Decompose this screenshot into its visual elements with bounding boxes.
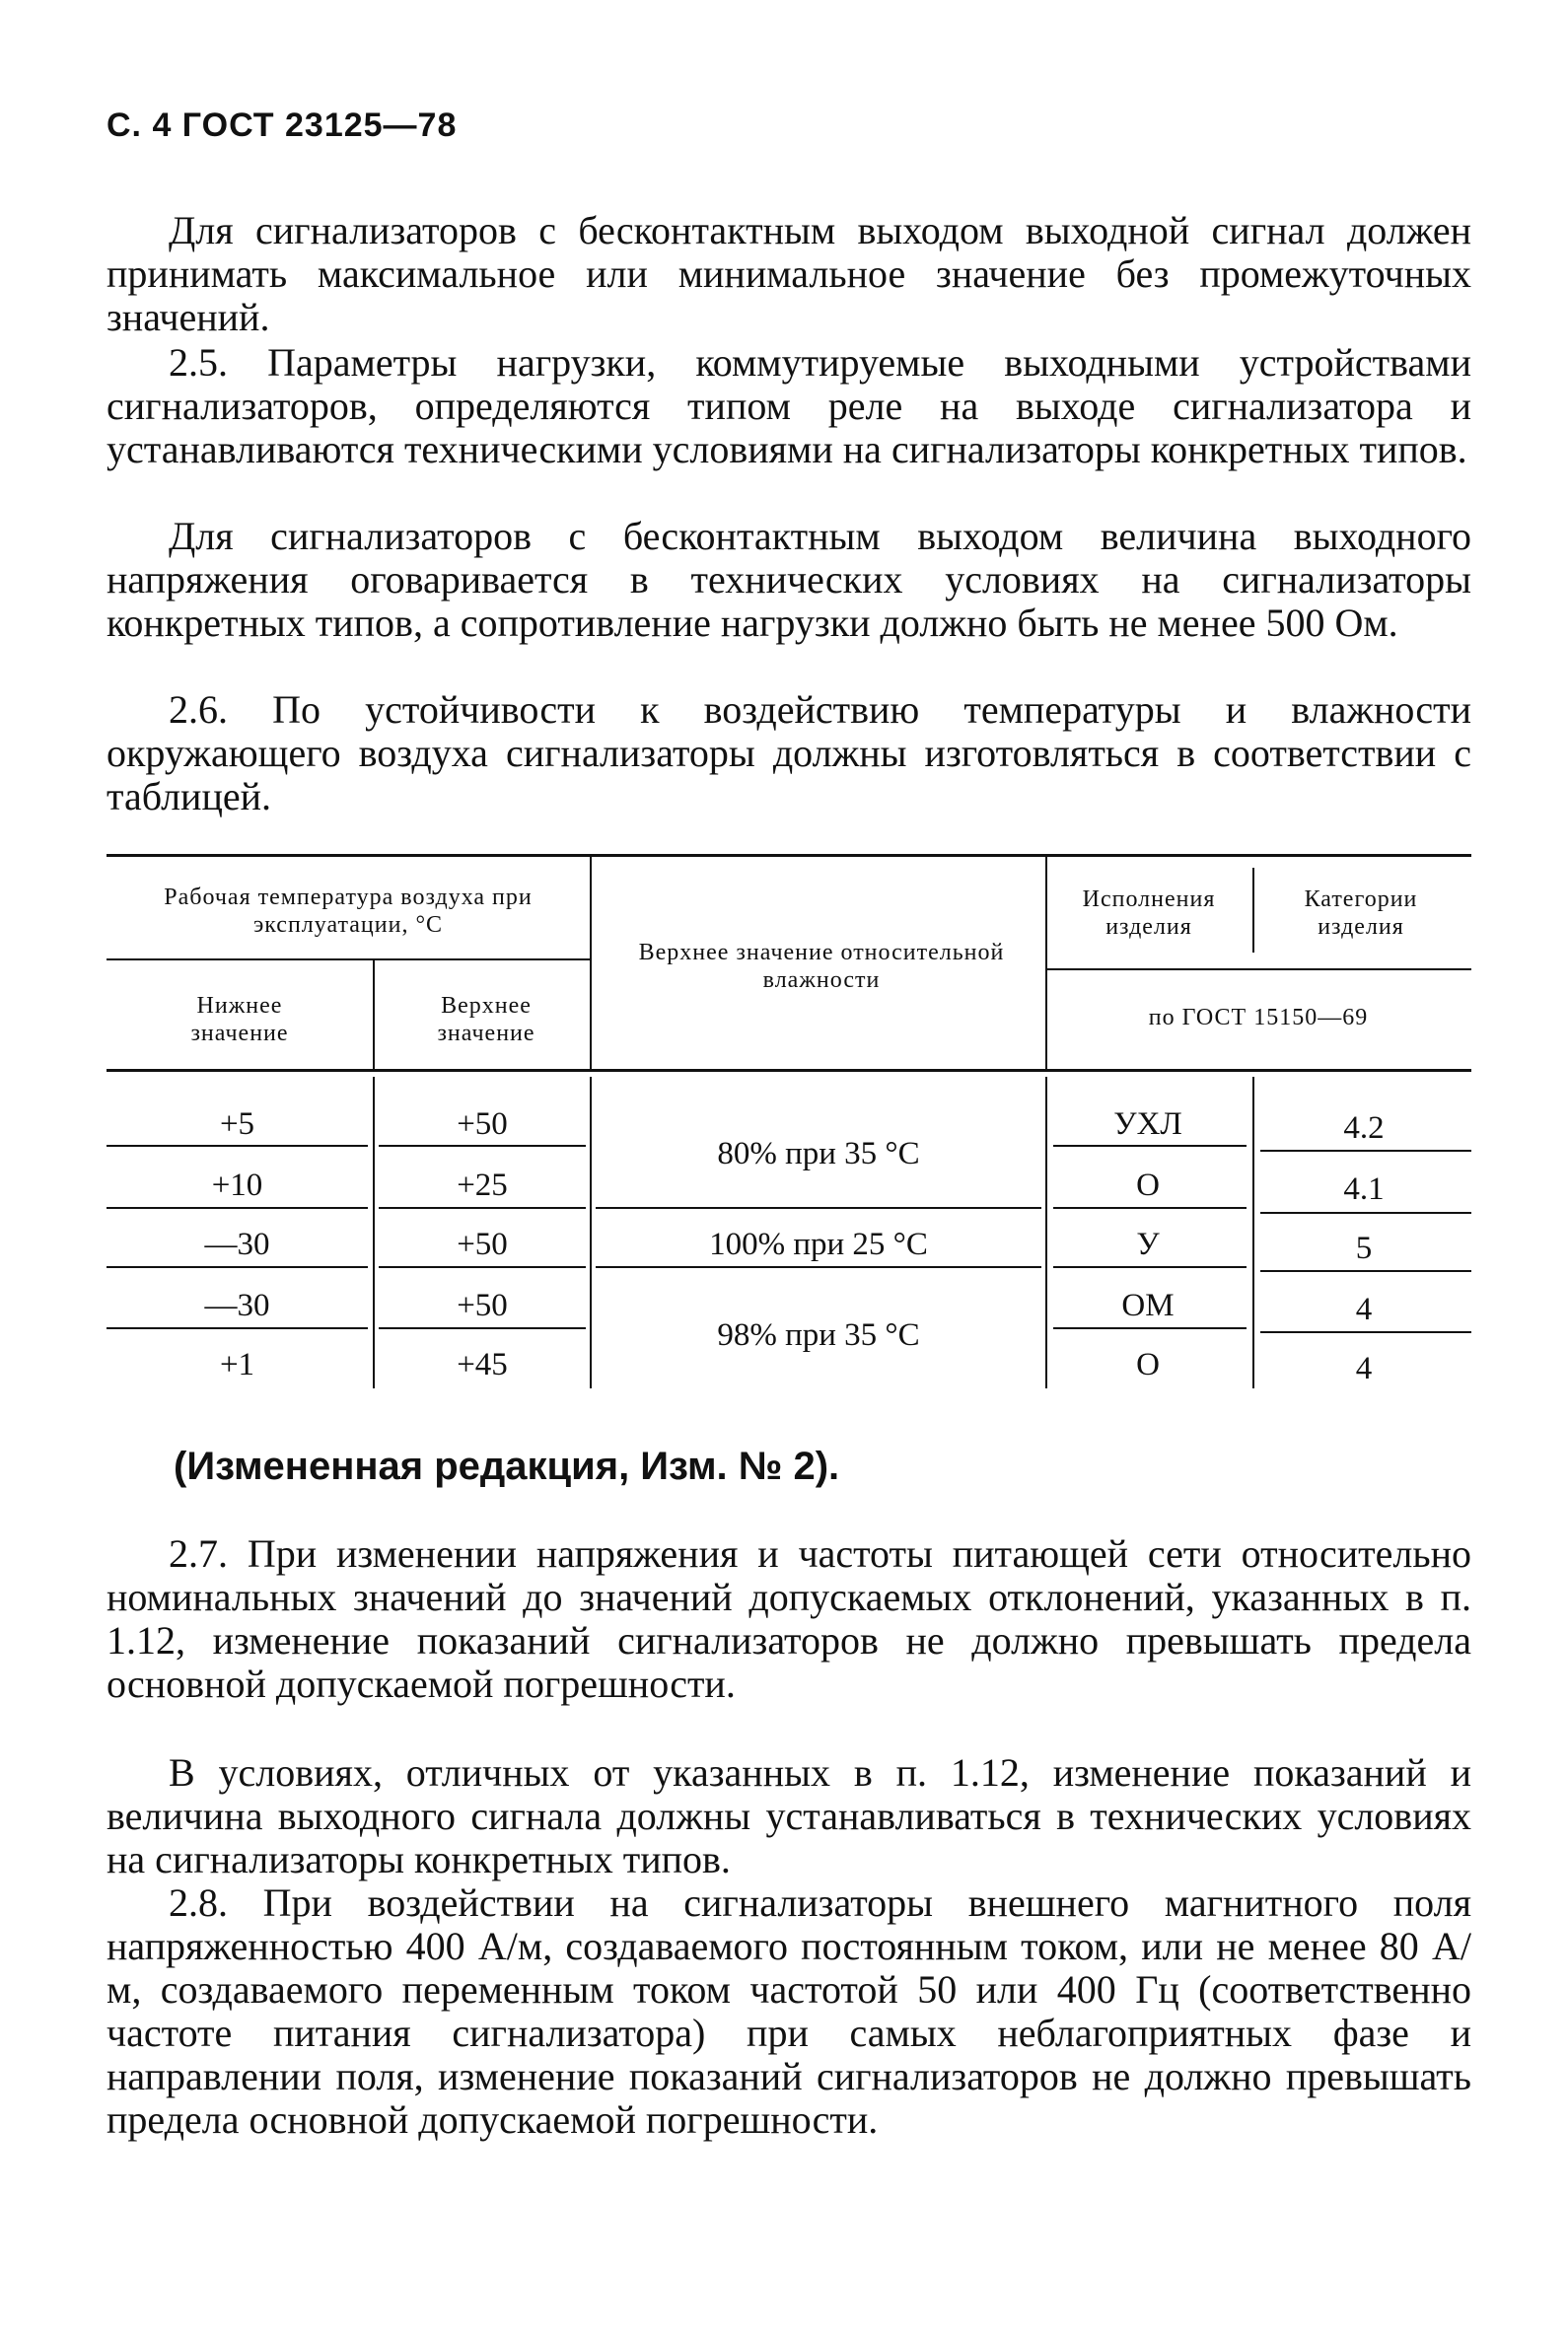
row-rule (1053, 1145, 1247, 1147)
table-rule (107, 958, 590, 960)
table-rule (1045, 968, 1471, 970)
row-rule (1260, 1270, 1471, 1272)
paragraph-contactless: Для сигнализаторов с бесконтактным выходом величина выходного напряжения оговаривается в технических условиях на сигнализаторы конкретных типов, а сопротивление нагрузки должно быть не менее 500 Ом. (107, 514, 1471, 645)
row-rule (1053, 1327, 1247, 1329)
cell-execution: У (1136, 1227, 1160, 1262)
climate-table (107, 854, 1471, 1406)
cell-category: 4 (1355, 1292, 1373, 1327)
cell-lower: +5 (219, 1106, 255, 1142)
row-rule (596, 1266, 1041, 1268)
row-rule (107, 1266, 368, 1268)
header-temperature: Рабочая температура воздуха при эксплуатации, °С (164, 885, 533, 938)
header-standard: по ГОСТ 15150—69 (1148, 1005, 1369, 1030)
cell-category: 4.1 (1343, 1171, 1385, 1207)
row-rule (1260, 1150, 1471, 1152)
table-vrule (1252, 868, 1254, 953)
table-vrule (1045, 854, 1047, 1069)
row-rule (107, 1327, 368, 1329)
table-vrule (590, 854, 592, 1069)
paragraph-other-conditions: В условиях, отличных от указанных в п. 1.12, изменение показаний и величина выходного сигнала должны устанавливаться в технических условиях на сигнализаторы конкретных типов. (107, 1750, 1471, 1881)
header-execution: Исполнения изделия (1082, 886, 1216, 940)
row-rule (379, 1266, 586, 1268)
cell-humidity: 98% при 35 °С (717, 1317, 920, 1353)
table-vrule (373, 958, 375, 1069)
row-rule (1260, 1331, 1471, 1333)
cell-lower: +10 (211, 1168, 263, 1203)
row-rule (1260, 1212, 1471, 1214)
row-rule (107, 1145, 368, 1147)
page-header: С. 4 ГОСТ 23125—78 (107, 106, 458, 144)
header-humidity: Верхнее значение относительной влажности (638, 940, 1005, 993)
cell-upper: +50 (457, 1106, 508, 1142)
paragraph-2-7: 2.7. При изменении напряжения и частоты питающей сети относительно номинальных значений до значений допускаемых отклонений, указанных в п. 1.12, изменение показаний сигнализаторов не должно превышать предела основной допускаемой погрешности. (107, 1531, 1471, 1706)
row-rule (379, 1207, 586, 1209)
paragraph-2-5: 2.5. Параметры нагрузки, коммутируемые выходными устройствами сигнализаторов, определяются типом реле на выходе сигнализатора и устанавливаются техническими условиями на сигнализаторы конкретных типов. (107, 340, 1471, 471)
cell-execution: УХЛ (1113, 1106, 1182, 1142)
cell-execution: О (1136, 1347, 1160, 1382)
cell-humidity: 100% при 25 °С (709, 1227, 928, 1262)
paragraph-2-8: 2.8. При воздействии на сигнализаторы внешнего магнитного поля напряженностью 400 А/м, создаваемого постоянным током, или не менее 80 А/м, создаваемого переменным током частотой 50 или 400 Гц (соответственно частоте питания сигнализатора) при самых неблагоприятных фазе и направлении поля, изменение показаний сигнализаторов не должно превышать предела основной допускаемой погрешности. (107, 1880, 1471, 2142)
row-rule (1053, 1266, 1247, 1268)
cell-category: 4.2 (1343, 1110, 1385, 1146)
header-lower: Нижнее значение (190, 993, 289, 1046)
table-vrule (373, 1077, 375, 1388)
cell-upper: +45 (457, 1347, 508, 1382)
cell-lower: —30 (204, 1227, 270, 1262)
row-rule (379, 1145, 586, 1147)
cell-upper: +50 (457, 1227, 508, 1262)
cell-humidity: 80% при 35 °С (717, 1136, 920, 1171)
cell-upper: +50 (457, 1288, 508, 1323)
amendment-note: (Измененная редакция, Изм. № 2). (174, 1445, 840, 1488)
header-category: Категории изделия (1304, 886, 1418, 940)
table-vrule (1252, 1077, 1254, 1388)
cell-execution: О (1136, 1168, 1160, 1203)
table-header-bottom-rule (107, 1069, 1471, 1072)
row-rule (379, 1327, 586, 1329)
row-rule (596, 1207, 1041, 1209)
row-rule (1053, 1207, 1247, 1209)
cell-category: 5 (1355, 1231, 1373, 1266)
cell-lower: —30 (204, 1288, 270, 1323)
cell-category: 4 (1355, 1351, 1373, 1386)
cell-lower: +1 (219, 1347, 255, 1382)
table-vrule (1045, 1077, 1047, 1388)
header-upper: Верхнее значение (437, 993, 535, 1046)
paragraph-2-6: 2.6. По устойчивости к воздействию температуры и влажности окружающего воздуха сигнализаторы должны изготовляться в соответствии с таблицей. (107, 687, 1471, 818)
row-rule (107, 1207, 368, 1209)
cell-upper: +25 (457, 1168, 508, 1203)
cell-execution: ОМ (1121, 1288, 1175, 1323)
paragraph-intro: Для сигнализаторов с бесконтактным выходом выходной сигнал должен принимать максимальное или минимальное значение без промежуточных значений. (107, 208, 1471, 339)
table-top-rule (107, 854, 1471, 857)
table-vrule (590, 1077, 592, 1388)
